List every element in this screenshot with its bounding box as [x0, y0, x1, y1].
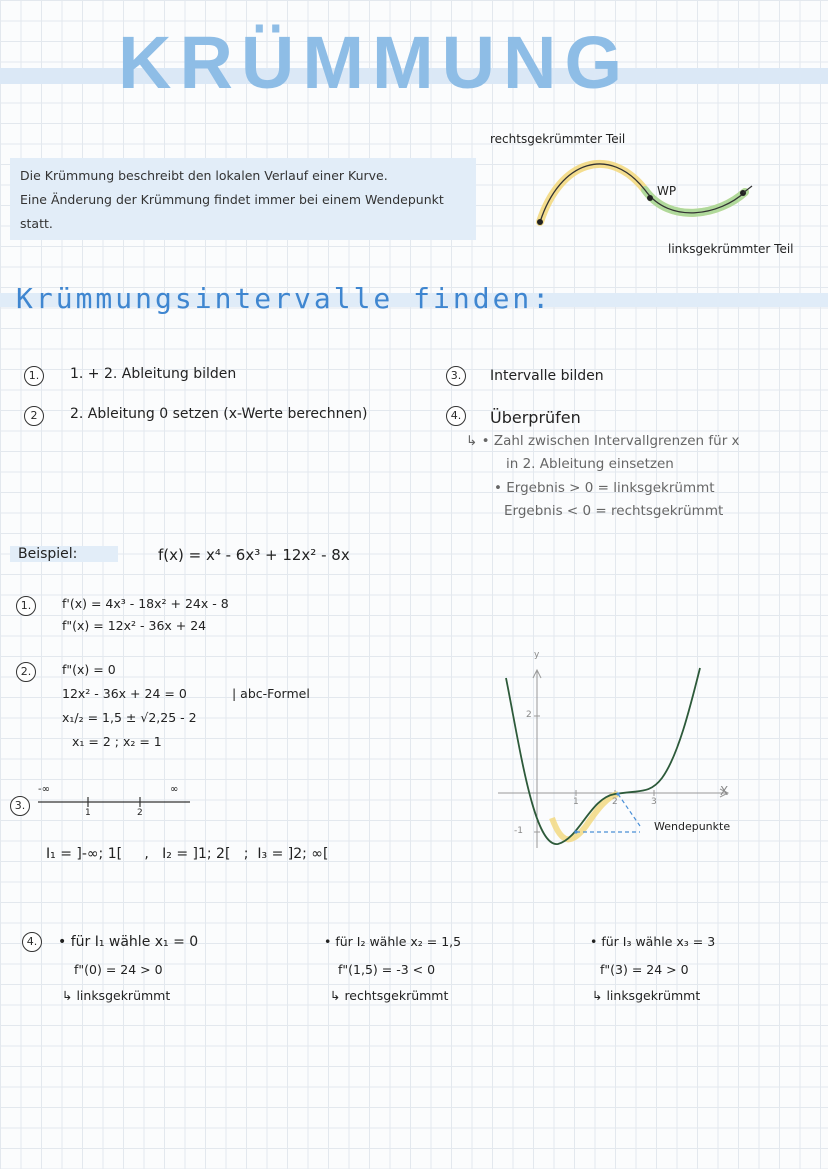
graph-tick: 2	[526, 710, 532, 720]
numberline-left: -∞	[38, 784, 50, 795]
graph-tick: 1	[573, 797, 579, 807]
curve-label-left: linksgekrümmter Teil	[668, 242, 794, 256]
step-text: Intervalle bilden	[490, 368, 604, 384]
graph-annotation: Wendepunkte	[654, 820, 731, 833]
intro-line: Die Krümmung beschreibt den lokalen Verlauf einer Kurve.	[20, 168, 388, 183]
equation-line: 12x² - 36x + 24 = 0	[62, 686, 187, 701]
second-derivative: f"(x) = 12x² - 36x + 24	[62, 618, 207, 633]
example-label: Beispiel:	[18, 546, 78, 562]
check-choice: • für I₃ wähle x₃ = 3	[590, 934, 716, 949]
check-line: • Ergebnis > 0 = linksgekrümmt	[494, 480, 715, 496]
equation-line: x₁/₂ = 1,5 ± √2,25 - 2	[62, 710, 197, 725]
intro-line: statt.	[20, 216, 53, 231]
check-line: in 2. Ableitung einsetzen	[506, 456, 674, 472]
graph-y-label: y	[534, 650, 540, 660]
step-text: Überprüfen	[490, 408, 581, 427]
step-text: 1. + 2. Ableitung bilden	[70, 366, 237, 382]
equation-line: f"(x) = 0	[62, 662, 116, 677]
check-line: ↳ • Zahl zwischen Intervallgrenzen für x	[466, 433, 740, 449]
step-number: 1.	[16, 596, 36, 616]
check-value: f"(1,5) = -3 < 0	[338, 962, 436, 977]
curvature-diagram	[530, 150, 760, 230]
curve-label-wp: WP	[657, 184, 677, 198]
numberline-right: ∞	[170, 784, 179, 795]
intervals: I₁ = ]-∞; 1[ , I₂ = ]1; 2[ ; I₃ = ]2; ∞[	[46, 846, 329, 862]
graph-tick: -1	[514, 826, 523, 836]
curve-label-right: rechtsgekrümmter Teil	[490, 132, 626, 146]
step-text: 2. Ableitung 0 setzen (x-Werte berechnen)	[70, 406, 368, 422]
equation-note: | abc-Formel	[232, 686, 310, 701]
step-number: 4.	[22, 932, 42, 952]
graph-x-label: X	[720, 784, 729, 798]
step-number: 1.	[24, 366, 44, 386]
step-number: 3.	[446, 366, 466, 386]
numberline-tick: 2	[137, 808, 143, 818]
graph-tick: 2	[612, 797, 618, 807]
check-choice: • für I₁ wähle x₁ = 0	[58, 934, 199, 950]
equation-line: x₁ = 2 ; x₂ = 1	[72, 734, 162, 749]
intro-line: Eine Änderung der Krümmung findet immer bei einem Wendepunkt	[20, 192, 444, 207]
step-number: 4.	[446, 406, 466, 426]
graph-tick: 3	[651, 797, 657, 807]
step-number: 3.	[10, 796, 30, 816]
page-title: KRÜMMUNG	[118, 21, 631, 104]
check-line: Ergebnis < 0 = rechtsgekrümmt	[504, 503, 724, 519]
check-choice: • für I₂ wähle x₂ = 1,5	[324, 934, 462, 949]
step-number: 2	[24, 406, 44, 426]
check-result: ↳ linksgekrümmt	[592, 988, 701, 1003]
intro-box	[10, 158, 476, 240]
numberline-tick: 1	[85, 808, 91, 818]
check-value: f"(0) = 24 > 0	[74, 962, 163, 977]
check-value: f"(3) = 24 > 0	[600, 962, 689, 977]
step-number: 2.	[16, 662, 36, 682]
first-derivative: f'(x) = 4x³ - 18x² + 24x - 8	[62, 596, 229, 611]
section-title: Krümmungsintervalle finden:	[16, 282, 553, 315]
example-function: f(x) = x⁴ - 6x³ + 12x² - 8x	[158, 546, 350, 564]
check-result: ↳ linksgekrümmt	[62, 988, 171, 1003]
intro-text	[10, 158, 476, 242]
check-result: ↳ rechtsgekrümmt	[330, 988, 449, 1003]
